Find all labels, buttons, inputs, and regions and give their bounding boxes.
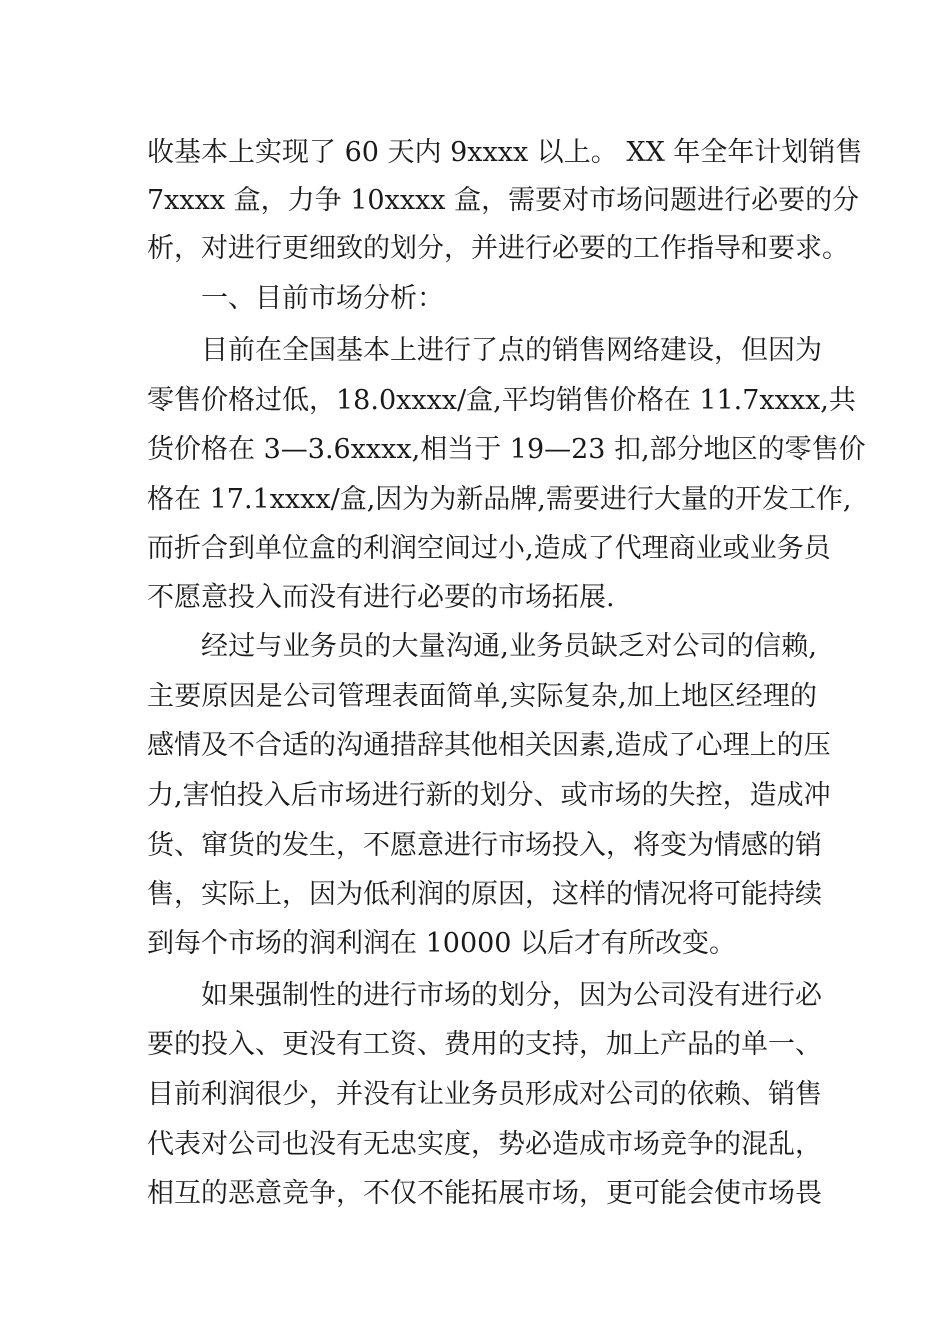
text-line: 析，对进行更细致的划分，并进行必要的工作指导和要求。 [147, 233, 849, 264]
text-line: 货、窜货的发生，不愿意进行市场投入，将变为情感的销 [147, 830, 822, 861]
text-line: 力,害怕投入后市场进行新的划分、或市场的失控，造成冲 [147, 780, 831, 811]
text-line: 不愿意投入而没有进行必要的市场拓展. [147, 582, 615, 613]
text-line: 要的投入、更没有工资、费用的支持，加上产品的单一、 [147, 1029, 822, 1060]
text-line: 经过与业务员的大量沟通,业务员缺乏对公司的信赖, [201, 631, 817, 662]
text-line: 相互的恶意竞争，不仅不能拓展市场，更可能会使市场畏 [147, 1178, 822, 1209]
text-line: 售，实际上，因为低利润的原因，这样的情况将可能持续 [147, 879, 822, 910]
text-line: 如果强制性的进行市场的划分，因为公司没有进行必 [201, 980, 822, 1011]
text-line: 代表对公司也没有无忠实度，势必造成市场竞争的混乱， [147, 1129, 822, 1160]
text-line: 收基本上实现了 60 天内 9xxxx 以上。 XX 年全年计划销售 [147, 137, 863, 168]
text-line: 而折合到单位盒的利润空间过小,造成了代理商业或业务员 [147, 533, 831, 564]
text-line: 零售价格过低，18.0xxxx/盒,平均销售价格在 11.7xxxx,共 [147, 385, 856, 416]
text-line: 货价格在 3—3.6xxxx,相当于 19—23 扣,部分地区的零售价 [147, 434, 866, 465]
text-line: 感情及不合适的沟通措辞其他相关因素,造成了心理上的压 [147, 730, 831, 761]
text-line: 7xxxx 盒，力争 10xxxx 盒，需要对市场问题进行必要的分 [147, 185, 860, 216]
text-line: 目前利润很少，并没有让业务员形成对公司的依赖、销售 [147, 1079, 822, 1110]
text-line: 主要原因是公司管理表面简单,实际复杂,加上地区经理的 [147, 681, 817, 712]
text-line: 到每个市场的润利润在 10000 以后才有所改变。 [147, 928, 737, 959]
text-line: 格在 17.1xxxx/盒,因为为新品牌,需要进行大量的开发工作, [147, 484, 852, 515]
section-heading: 一、目前市场分析： [201, 283, 444, 314]
text-line: 目前在全国基本上进行了点的销售网络建设，但因为 [201, 335, 822, 366]
